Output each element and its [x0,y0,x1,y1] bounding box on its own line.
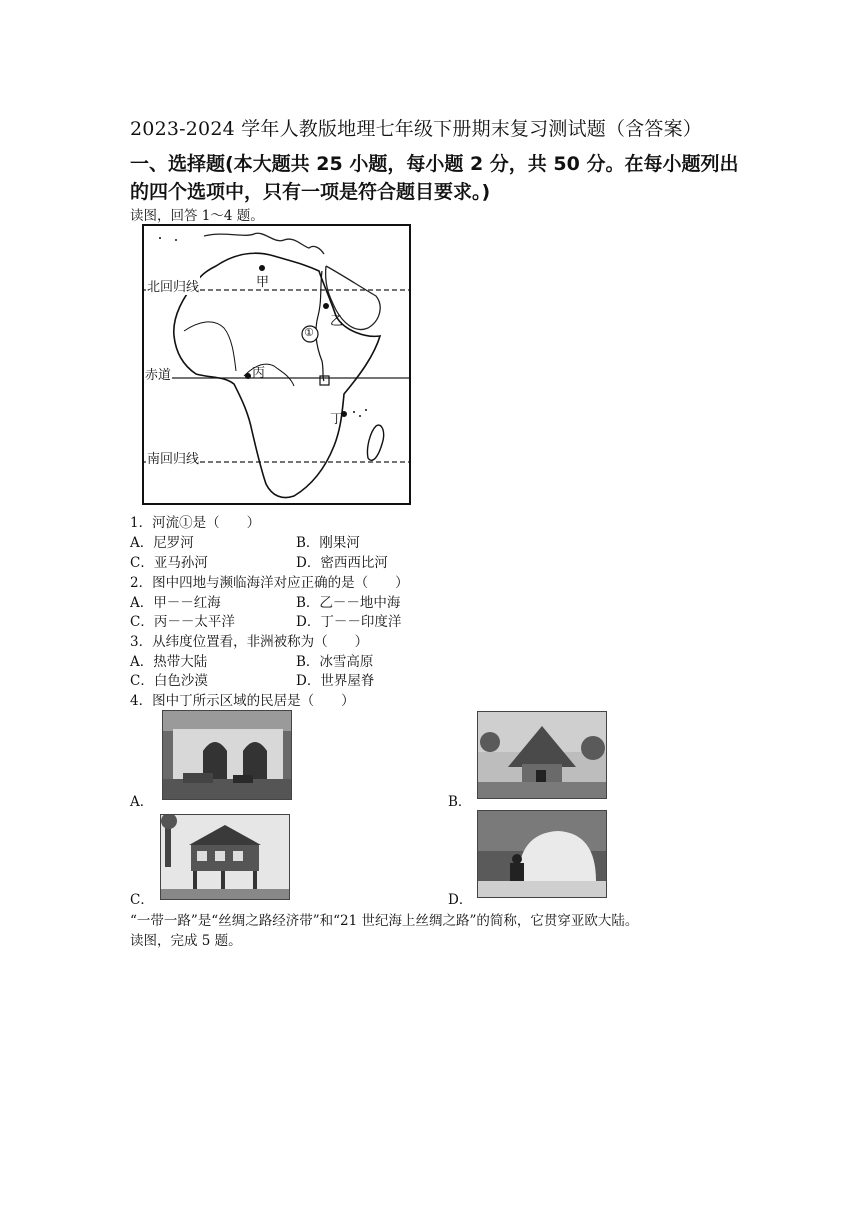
point-yi [323,303,329,309]
q1-option-c: C．亚马孙河 [130,555,208,571]
q4-option-c-label: C． [130,892,154,908]
europe-coast [204,233,324,254]
label-yi: 乙 [330,314,344,329]
q2-option-a: A．甲－－红海 [130,595,221,611]
niger-river [184,322,236,371]
q2-option-c: C．丙－－太平洋 [130,614,235,630]
photo-option-d [477,810,607,898]
photo-option-b [477,711,607,799]
q1-option-b: B．刚果河 [296,535,360,551]
nile-river [316,271,324,381]
q2-option-b: B．乙－－地中海 [296,595,401,611]
q4-stem: 4．图中丁所示区域的民居是（ ） [130,693,355,709]
tropic-capricorn-label: 南回归线 [146,448,200,467]
intro-q5-line2: 读图，完成 5 题。 [130,933,242,949]
intro-q5-line1: “一带一路”是“丝绸之路经济带”和“21 世纪海上丝绸之路”的简称，它贯穿亚欧大陆。 [130,913,639,929]
q3-option-c: C．白色沙漠 [130,673,208,689]
section-heading: 一、选择题(本大题共 25 小题，每小题 2 分，共 50 分。在每小题列出的四个选项中，只有一项是符合题目要求。) [130,153,739,203]
tropic-cancer-label: 北回归线 [146,276,200,295]
label-bing: 丙 [252,366,266,381]
q4-option-d-label: D． [448,892,473,908]
q4-option-b-label: B． [448,794,472,810]
q3-option-d: D．世界屋脊 [296,673,375,689]
point-bing [245,373,251,379]
lake-victoria [320,376,329,385]
intro-q1-4: 读图，回答 1～4 题。 [130,208,264,224]
q1-option-d: D．密西西比河 [296,555,388,571]
label-ding: 丁 [330,412,344,427]
photo-option-a [162,710,292,800]
africa-map [142,224,411,505]
q4-option-a-label: A． [130,794,154,810]
q1-stem: 1．河流①是（ ） [130,515,261,531]
photo-option-c [160,814,290,900]
q3-stem: 3．从纬度位置看，非洲被称为（ ） [130,634,369,650]
label-jia: 甲 [256,275,270,290]
q1-option-a: A．尼罗河 [130,535,194,551]
q3-option-a: A．热带大陆 [130,654,208,670]
equator-label: 赤道 [144,364,172,383]
document-title: 2023-2024 学年人教版地理七年级下册期末复习测试题（含答案） [130,118,702,140]
river-mark-label: ① [304,326,314,339]
madagascar [367,425,383,460]
q3-option-b: B．冰雪高原 [296,654,374,670]
q2-stem: 2．图中四地与濒临海洋对应正确的是（ ） [130,575,409,591]
q2-option-d: D．丁－－印度洋 [296,614,402,630]
